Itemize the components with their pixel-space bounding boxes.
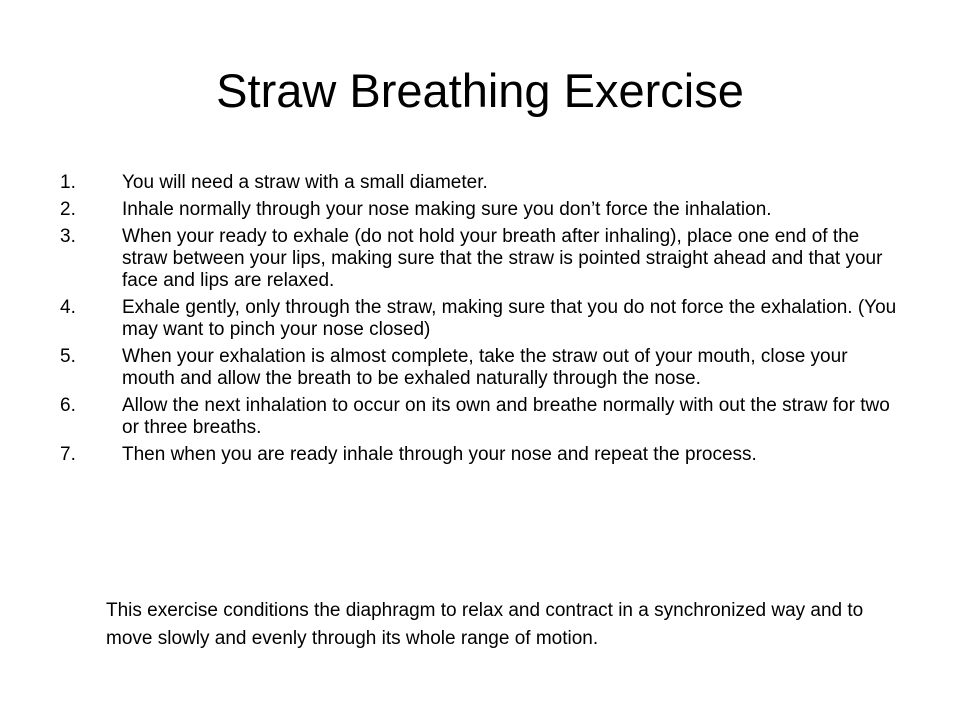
step-text: Inhale normally through your nose making sure you don’t force the inhalation.: [122, 199, 772, 220]
step-number: 7.: [60, 444, 76, 465]
step-item: [60, 346, 905, 390]
step-number: 3.: [60, 226, 76, 247]
step-number: 4.: [60, 297, 76, 318]
steps-list: [60, 172, 905, 471]
step-number: 2.: [60, 199, 76, 220]
step-text: Exhale gently, only through the straw, making sure that you do not force the exhalation. (You may want to pinch your nose closed): [122, 297, 897, 340]
step-number: 1.: [60, 172, 76, 193]
step-number: 6.: [60, 395, 76, 416]
slide-title: Straw Breathing Exercise: [216, 64, 744, 117]
step-text: You will need a straw with a small diameter.: [122, 172, 488, 193]
step-item: [60, 226, 905, 292]
step-item: [60, 395, 905, 439]
step-item: [60, 297, 905, 341]
step-number: 5.: [60, 346, 76, 367]
step-text: Then when you are ready inhale through your nose and repeat the process.: [122, 444, 757, 465]
summary-paragraph: This exercise conditions the diaphragm to relax and contract in a synchronized way and to move slowly and evenly through its whole range of motion.: [106, 600, 864, 649]
step-text: When your exhalation is almost complete, take the straw out of your mouth, close your mouth and allow the breath to be exhaled naturally through the nose.: [122, 346, 848, 389]
step-item: [60, 444, 905, 466]
step-item: [60, 199, 905, 221]
step-text: Allow the next inhalation to occur on its own and breathe normally with out the straw for two or three breaths.: [122, 395, 890, 438]
step-item: [60, 172, 905, 194]
step-text: When your ready to exhale (do not hold your breath after inhaling), place one end of the straw between your lips, making sure that the straw is pointed straight ahead and that your face and lips are relaxed.: [122, 226, 883, 291]
